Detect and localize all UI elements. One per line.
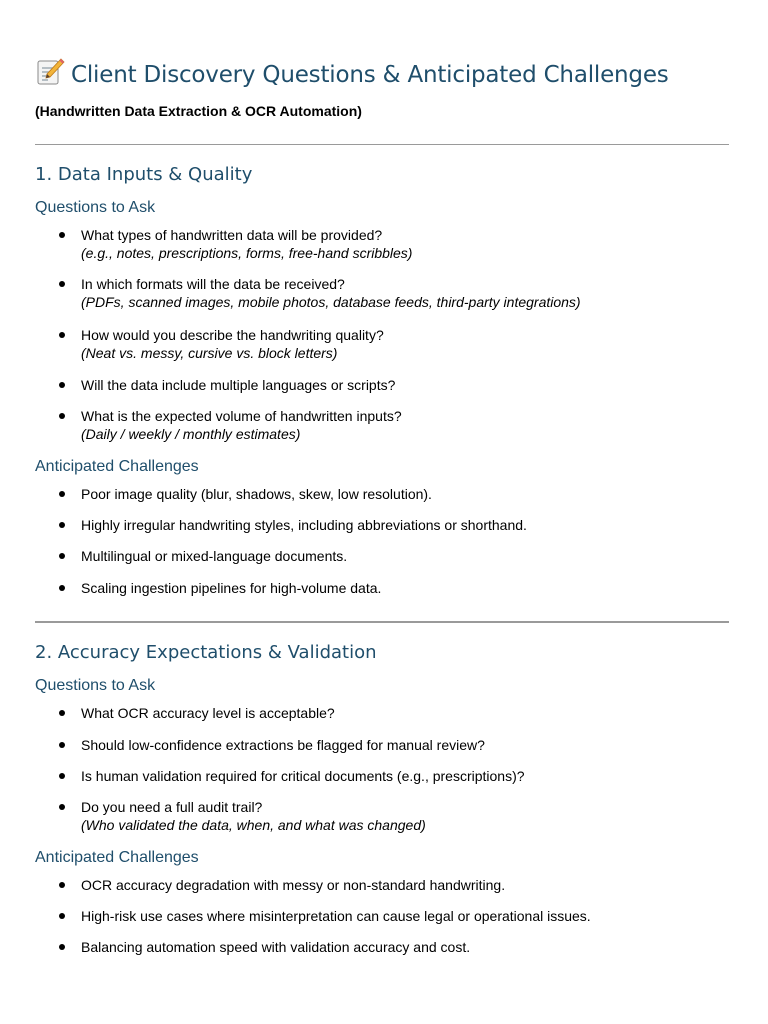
divider <box>35 144 729 145</box>
bullet-dot <box>59 491 65 497</box>
bullet-dot <box>59 944 65 950</box>
page-title <box>35 57 669 88</box>
bullet-dot <box>59 710 65 716</box>
bullet-dot <box>59 804 65 810</box>
memo-icon <box>35 57 65 87</box>
challenges-heading: Anticipated Challenges <box>35 849 199 866</box>
bullet-dot <box>59 522 65 528</box>
question-text: What is the expected volume of handwritten inputs? <box>81 408 402 424</box>
challenge-text: Multilingual or mixed-language documents. <box>81 548 348 564</box>
bullet-dot <box>59 232 65 238</box>
challenge-text: High-risk use cases where misinterpretation can cause legal or operational issues. <box>81 908 591 924</box>
question-text: Will the data include multiple languages or scripts? <box>81 377 396 393</box>
question-note: (Who validated the data, when, and what was changed) <box>81 817 426 833</box>
question-text: Is human validation required for critical documents (e.g., prescriptions)? <box>81 768 525 784</box>
challenge-text: Scaling ingestion pipelines for high-volume data. <box>81 580 382 596</box>
bullet-dot <box>59 553 65 559</box>
divider <box>35 621 729 623</box>
challenge-text: Highly irregular handwriting styles, including abbreviations or shorthand. <box>81 517 527 533</box>
question-note: (PDFs, scanned images, mobile photos, database feeds, third-party integrations) <box>81 294 581 310</box>
page-subtitle: (Handwritten Data Extraction & OCR Automation) <box>35 103 362 119</box>
bullet-dot <box>59 413 65 419</box>
question-text: Should low-confidence extractions be flagged for manual review? <box>81 737 485 753</box>
bullet-dot <box>59 773 65 779</box>
bullet-dot <box>59 882 65 888</box>
page-title-text: Client Discovery Questions & Anticipated Challenges <box>71 62 669 88</box>
bullet-dot <box>59 332 65 338</box>
challenge-text: OCR accuracy degradation with messy or non-standard handwriting. <box>81 877 506 893</box>
section-heading: 2. Accuracy Expectations & Validation <box>35 642 377 663</box>
challenge-text: Balancing automation speed with validation accuracy and cost. <box>81 939 471 955</box>
bullet-dot <box>59 913 65 919</box>
bullet-dot <box>59 382 65 388</box>
question-text: How would you describe the handwriting quality? <box>81 327 384 343</box>
bullet-dot <box>59 742 65 748</box>
questions-heading: Questions to Ask <box>35 199 156 216</box>
question-text: What types of handwritten data will be provided? <box>81 227 383 243</box>
bullet-dot <box>59 281 65 287</box>
challenges-heading: Anticipated Challenges <box>35 458 199 475</box>
question-text: In which formats will the data be received? <box>81 276 345 292</box>
question-note: (Daily / weekly / monthly estimates) <box>81 426 301 442</box>
question-note: (e.g., notes, prescriptions, forms, free-hand scribbles) <box>81 245 413 261</box>
section-heading: 1. Data Inputs & Quality <box>35 164 253 185</box>
question-note: (Neat vs. messy, cursive vs. block letters) <box>81 345 338 361</box>
bullet-dot <box>59 585 65 591</box>
challenge-text: Poor image quality (blur, shadows, skew, low resolution). <box>81 486 432 502</box>
questions-heading: Questions to Ask <box>35 677 156 694</box>
question-text: Do you need a full audit trail? <box>81 799 263 815</box>
question-text: What OCR accuracy level is acceptable? <box>81 705 335 721</box>
